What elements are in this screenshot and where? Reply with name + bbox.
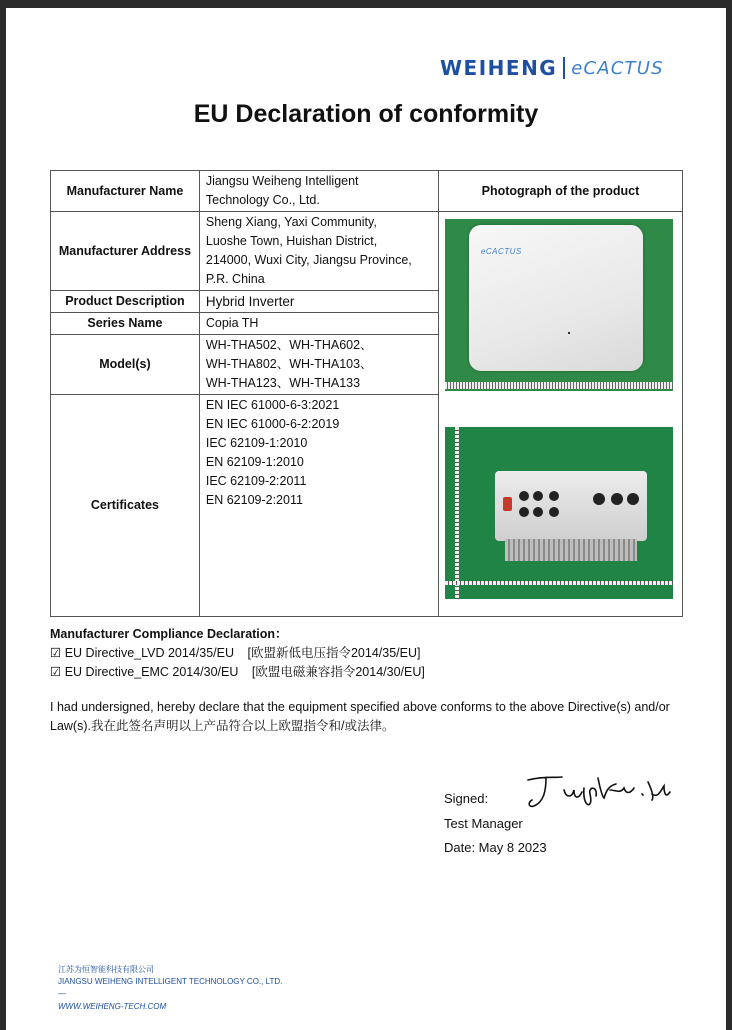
inverter-bottom-panel: [495, 471, 647, 541]
connector-port: [549, 507, 559, 517]
document-page: [6, 8, 726, 1030]
certificate-line: EN 62109-1:2010: [205, 455, 304, 469]
declaration-table: [50, 170, 683, 617]
product-bottom-photo: [445, 427, 673, 599]
heatsink-fins: [505, 539, 637, 561]
declaration-statement: I had undersigned, hereby declare that the equipment specified above conforms to the above Directive(s) and/or Law(s).我在此签名声明以上产品符合以上欧盟指令和/或法律。: [50, 700, 670, 733]
model-line: WH-THA123、WH-THA133: [205, 376, 361, 390]
directive-name: EU Directive_LVD 2014/35/EU: [64, 646, 234, 660]
series-name-label: Series Name: [51, 313, 200, 335]
directive-emc: [50, 662, 425, 680]
address-line: P.R. China: [205, 272, 265, 286]
checkbox-checked-icon: ☑: [50, 646, 62, 660]
model-line: WH-THA802、WH-THA103、: [205, 357, 373, 371]
connector-port: [533, 507, 543, 517]
row-manufacturer-name: [51, 171, 683, 212]
connector-port: [533, 491, 543, 501]
connector-port: [593, 493, 605, 505]
certificate-line: EN 62109-2:2011: [205, 493, 303, 507]
signature-date: Date: May 8 2023: [444, 840, 547, 855]
certificate-line: IEC 62109-1:2010: [205, 436, 308, 450]
directive-cn: [欧盟电磁兼容指令2014/30/EU]: [251, 665, 425, 679]
address-line: 214000, Wuxi City, Jiangsu Province,: [205, 253, 412, 267]
photo-header: Photograph of the product: [438, 171, 682, 212]
connector-port: [519, 491, 529, 501]
footer-company-en: JIANGSU WEIHENG INTELLIGENT TECHNOLOGY CO., LTD.: [58, 977, 283, 986]
dc-switch: [503, 497, 512, 511]
inverter-front-panel: [469, 225, 643, 371]
weiheng-wordmark: WEIHENG: [440, 56, 558, 80]
connector-port: [627, 493, 639, 505]
directive-lvd: [50, 643, 420, 661]
model-line: WH-THA502、WH-THA602、: [205, 338, 373, 352]
signed-label: Signed:: [444, 791, 489, 806]
connector-port: [611, 493, 623, 505]
product-description-label: Product Description: [51, 291, 200, 313]
photo-cell: [438, 212, 682, 617]
manufacturer-name-label: Manufacturer Name: [51, 171, 200, 212]
manufacturer-name-line: Jiangsu Weiheng Intelligent: [205, 174, 359, 188]
indicator-dot: [568, 332, 570, 334]
measuring-tape-vertical: [455, 427, 459, 599]
models-value: [199, 335, 438, 395]
footer-website: WWW.WEIHENG-TECH.COM: [58, 1002, 167, 1011]
manufacturer-name-line: Technology Co., Ltd.: [205, 193, 320, 207]
product-description-value: Hybrid Inverter: [199, 291, 438, 313]
company-logo: [440, 55, 664, 81]
handwritten-signature: [524, 768, 674, 816]
signer-role: Test Manager: [444, 816, 523, 831]
models-label: Model(s): [51, 335, 200, 395]
page-title: EU Declaration of conformity: [193, 100, 539, 128]
logo-divider: [563, 57, 565, 79]
series-name-value: Copia TH: [199, 313, 438, 335]
connector-port: [519, 507, 529, 517]
certificate-line: IEC 62109-2:2011: [205, 474, 307, 488]
measuring-tape: [445, 382, 673, 389]
address-line: Sheng Xiang, Yaxi Community,: [205, 215, 377, 229]
product-front-photo: [445, 219, 673, 391]
address-line: Luoshe Town, Huishan District,: [205, 234, 378, 248]
footer-dash: —: [58, 989, 66, 998]
footer-company-cn: 江苏为恒智能科技有限公司: [58, 965, 154, 974]
manufacturer-address-value: [199, 212, 438, 291]
measuring-tape-horizontal: [445, 581, 673, 585]
connector-port: [549, 491, 559, 501]
certificates-value: [199, 395, 438, 617]
manufacturer-name-value: [199, 171, 438, 212]
certificate-line: EN IEC 61000-6-2:2019: [205, 417, 340, 431]
manufacturer-address-label: Manufacturer Address: [51, 212, 200, 291]
ecactus-wordmark: eCACTUS: [571, 57, 664, 79]
certificates-label: Certificates: [51, 395, 200, 617]
checkbox-checked-icon: ☑: [50, 665, 62, 679]
directive-name: EU Directive_EMC 2014/30/EU: [64, 665, 239, 679]
compliance-heading: Manufacturer Compliance Declaration：: [50, 627, 288, 641]
inverter-brand-label: eCACTUS: [480, 247, 522, 256]
certificate-line: EN IEC 61000-6-3:2021: [205, 398, 340, 412]
directive-cn: [欧盟新低电压指令2014/35/EU]: [247, 646, 421, 660]
row-manufacturer-address: [51, 212, 683, 291]
